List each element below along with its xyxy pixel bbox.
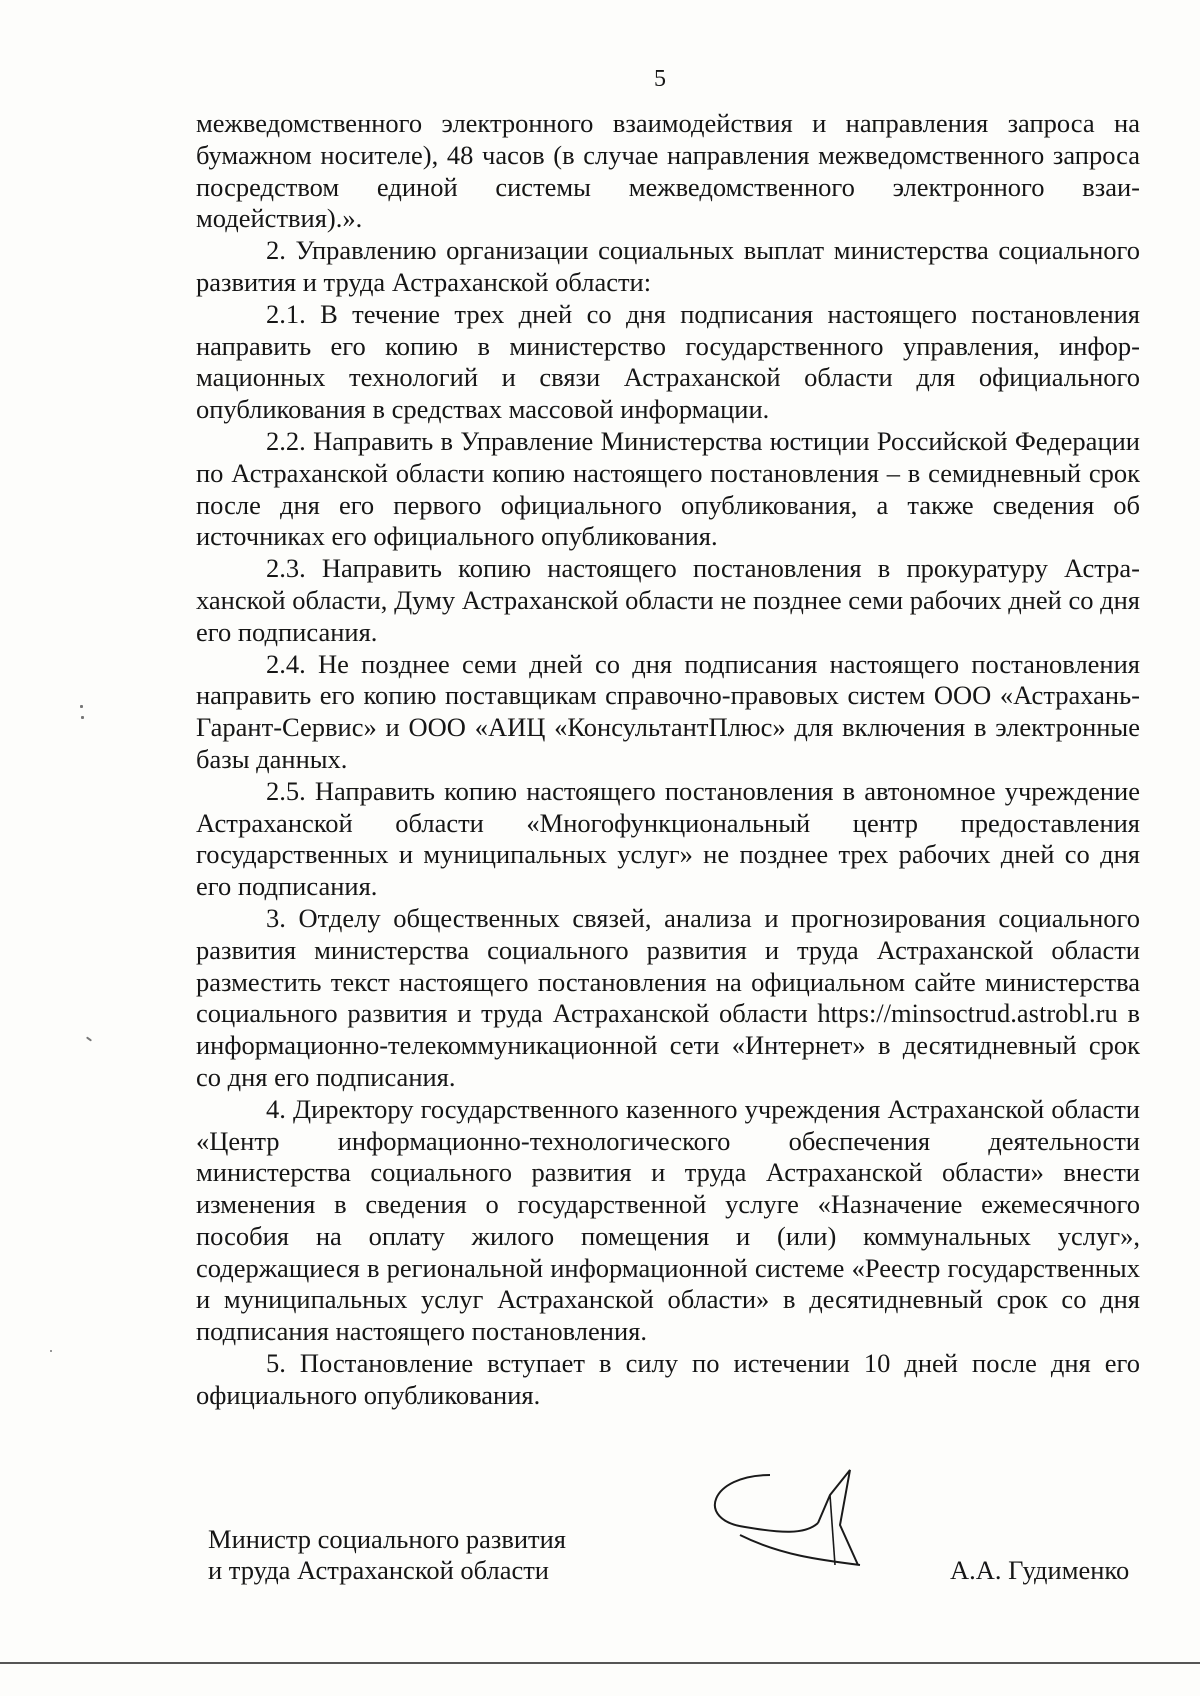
- scan-speck: [81, 716, 84, 719]
- paragraph-item-2-2: 2.2. Направить в Управление Министерства юстиции Российской Федерации по Астраханской области копию настоящего постановления – в семидневный срок после дня его первого официального опубликования, а также сведения об источниках его официального опубликования.: [196, 425, 1140, 552]
- scan-speck: [86, 1036, 92, 1041]
- scan-speck: [50, 1350, 52, 1352]
- paragraph-item-2: 2. Управлению организации социальных выплат министерства социального развития и труда Астраханской области:: [196, 235, 1140, 297]
- paragraph-item-2-3: 2.3. Направить копию настоящего постановления в прокуратуру Астраханской области, Думу Астраханской области не позднее семи рабочих дней со дня его подписания.: [196, 553, 1140, 647]
- scan-speck: [80, 705, 83, 708]
- signatory-title-line-2: и труда Астраханской области: [208, 1555, 549, 1585]
- paragraph-item-2-5: 2.5. Направить копию настоящего постановления в автономное учреждение Астраханской области «Многофункциональный центр предоставления государственных и муниципальных услуг» не позднее трех рабочих дней со дня его подписания.: [196, 775, 1140, 902]
- signatory-name: А.А. Гудименко: [950, 1555, 1130, 1585]
- signatory-title-line-1: Министр социального развития: [208, 1524, 566, 1554]
- handwritten-signature: [700, 1465, 920, 1590]
- scan-bottom-edge: [0, 1662, 1200, 1664]
- paragraph-item-2-1: 2.1. В течение трех дней со дня подписания настоящего постановления направить его копию в министерство государственного управления, информационных технологий и связи Астраханской области для официального опубликования в средствах массовой информации.: [196, 298, 1140, 425]
- document-body: [196, 108, 1140, 1412]
- paragraph-item-4: 4. Директору государственного казенного учреждения Астраханской области «Центр информационно-технологического обеспечения деятельности министерства социального развития и труда Астраханской области» внести изменения в сведения о государственной услуге «Назначение ежемесячного пособия на оплату жилого помещения и (или) коммунальных услуг», содержащиеся в региональной информационной системе «Реестр государственных и муниципальных услуг Астраханской области» в десятидневный срок со дня подписания настоящего постановления.: [196, 1093, 1140, 1347]
- signatory-title: [208, 1524, 566, 1586]
- paragraph-item-3: 3. Отделу общественных связей, анализа и прогнозирования социального развития министерства социального развития и труда Астраханской области разместить текст настоящего постановления на официальном сайте министерства социального развития и труда Астраханской области https://minsoctrud.astrobl.ru в информационно-телекоммуникационной сети «Интернет» в десятидневный срок со дня его подписания.: [196, 902, 1140, 1092]
- paragraph-item-2-4: 2.4. Не позднее семи дней со дня подписания настоящего постановления направить его копию поставщикам справочно-правовых систем ООО «Астрахань-Гарант-Сервис» и ООО «АИЦ «КонсультантПлюс» для включения в электронные базы данных.: [196, 648, 1140, 774]
- paragraph-item-5: 5. Постановление вступает в силу по истечении 10 дней после дня его официального опубликования.: [196, 1348, 1140, 1410]
- page-number: 5: [654, 66, 666, 92]
- paragraph-continuation: межведомственного электронного взаимодействия и направления запроса на бумажном носителе), 48 часов (в случае направления межведомственного запроса посредством единой системы межведомственного электронного взаимодействия).».: [196, 108, 1140, 234]
